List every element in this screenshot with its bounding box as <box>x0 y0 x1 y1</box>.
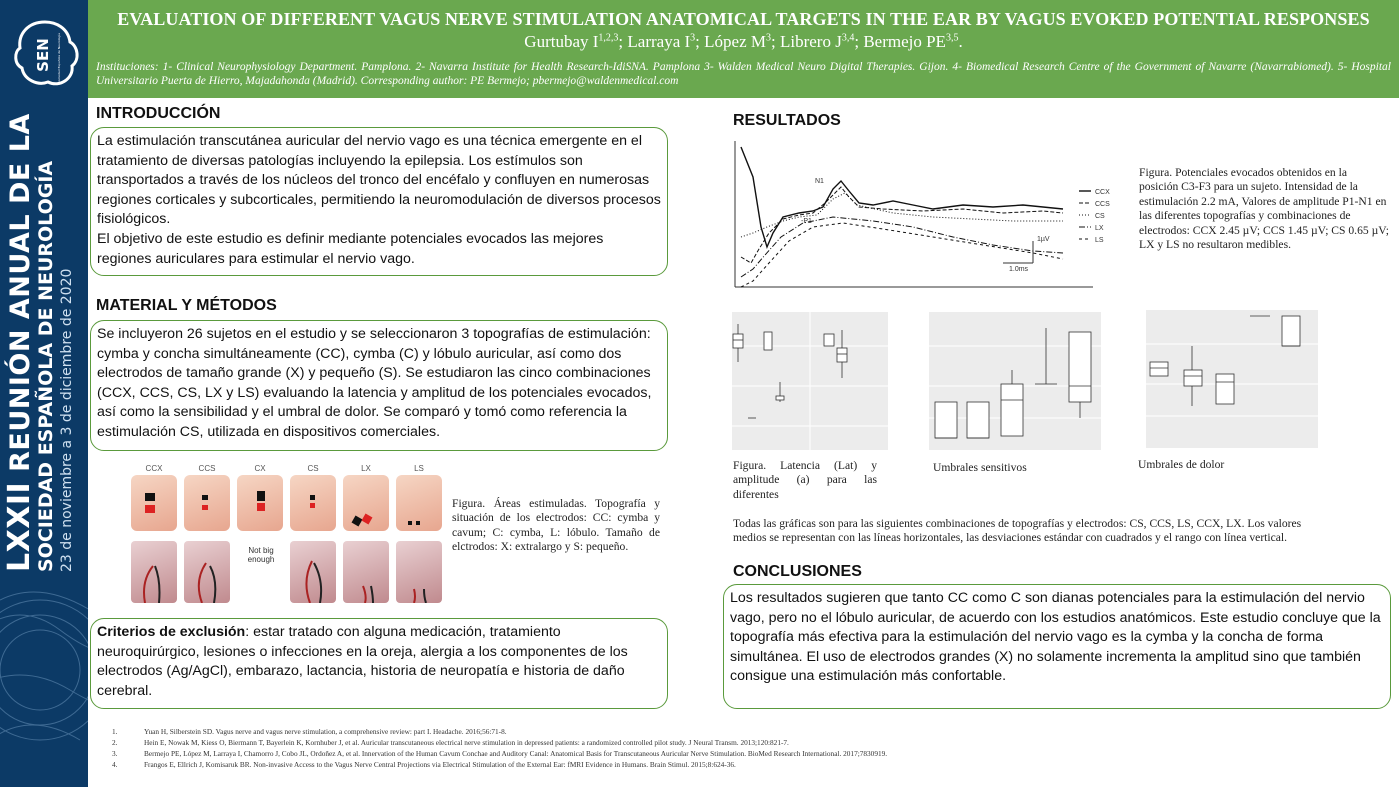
cable-icon <box>396 541 442 603</box>
banner-line-1-text: REUNIÓN ANUAL DE LA <box>5 113 36 482</box>
reference-number: 1. <box>112 727 118 736</box>
pain-caption: Umbrales de dolor <box>1138 458 1225 471</box>
scale-label-v: 1µV <box>1037 236 1050 243</box>
legend-ls: LS <box>1095 237 1104 244</box>
cable-icon <box>184 541 230 603</box>
institutions: Instituciones: 1- Clinical Neurophysiology Department. Pamplona. 2- Navarra Institute for Health Research-IdiSNA. Pamplona 3- Walden Medical Neuro Digital Therapies. Gijon. 4- Biomedical Research Centre of the Government of Navarre (Navarrabiomed). 5- Hospital Universitario Puerta de Hierro, Majadahonda (Madrid). Corresponding author: PE Bermejo; pbermejo@waldenmedical.com <box>96 61 1391 87</box>
reference-text: Bermejo PE, López M, Larraya I, Chamorro J, Cobo JL, Ordoñez A, et al. Innervation of the Human Cavum Conchae and Auditory Canal: Anatomical Basis for Transcutaneous Auricular Nerve Stimulation. BioMed Research International. 2017;7830919. <box>144 749 888 758</box>
ear-photo-cx <box>237 475 283 531</box>
logo-subtext: Sociedad Española de Neurología <box>57 32 61 84</box>
ear-label-lx: LX <box>361 464 371 473</box>
ear-electrode-photo-ccx <box>131 541 177 603</box>
author-list <box>88 32 1399 52</box>
exclusion-label: Criterios de exclusión <box>97 624 246 640</box>
pain-threshold-boxplot <box>1130 304 1320 450</box>
intro-heading: INTRODUCCIÓN <box>96 105 221 122</box>
ear-electrode-photo-cs <box>290 541 336 603</box>
ear-label-cs: CS <box>307 464 319 473</box>
ear-electrode-photo-ccs <box>184 541 230 603</box>
conclusions-box <box>723 584 1391 709</box>
author-affiliation: 3,5 <box>945 32 959 44</box>
banner-line-2: SOCIEDAD ESPAÑOLA DE NEUROLOGÍA <box>35 160 57 572</box>
logo-text: SEN <box>34 38 52 72</box>
methods-box <box>90 320 668 451</box>
author-4: Librero J$^{3,4}$; <box>779 32 864 51</box>
sensory-threshold-boxplot <box>913 306 1103 452</box>
methods-heading: MATERIAL Y MÉTODOS <box>96 297 277 314</box>
conclusions-heading: CONCLUSIONES <box>733 563 862 580</box>
author-5: Bermejo PE$^{3,5}$. <box>863 32 963 51</box>
ear-photo-ls <box>396 475 442 531</box>
reference-text: Hein E, Nowak M, Kiess O, Biermann T, Bayerlein K, Kornhuber J, et al. Auricular transcutaneous electrical nerve stimulation in depressed patients: a randomized controlled pilot study. J Neural Transm. 2013;120:821-7. <box>144 738 789 747</box>
ear-label-cx: CX <box>254 464 266 473</box>
latency-boxplot <box>720 306 890 452</box>
banner-line-1 <box>2 12 37 572</box>
legend-ccx: CCX <box>1095 189 1110 196</box>
not-big-enough-label: Not big enough <box>247 546 275 564</box>
legend-cs: CS <box>1095 213 1105 220</box>
ear-photo-cs <box>290 475 336 531</box>
reference-4 <box>112 759 1112 770</box>
author-affiliation: 1,2,3 <box>598 32 619 44</box>
intro-paragraph-1: La estimulación transcutánea auricular del nervio vago es una técnica emergente en el tratamiento de diversas patologías incluyendo la epilepsia. Los estímulos son transportados a través de los núcleos del tronco del encéfalo y confluyen en numerosas regiones corticales y subcorticales, permitiendo la neuromodulación de diversos procesos fisiológicos. <box>97 133 661 228</box>
legend-lx: LX <box>1095 225 1104 232</box>
ear-photo-ccx <box>131 475 177 531</box>
ear-label-ls: LS <box>414 464 424 473</box>
poster-title: EVALUATION OF DIFFERENT VAGUS NERVE STIMULATION ANATOMICAL TARGETS IN THE EAR BY VAGUS EVOKED POTENTIAL RESPONSES <box>117 9 1370 29</box>
scale-label-t: 1.0ms <box>1009 266 1029 273</box>
ear-photo-lx <box>343 475 389 531</box>
cable-icon <box>343 541 389 603</box>
ear-label-ccx: CCX <box>145 464 163 473</box>
trace-ccs <box>741 187 1063 263</box>
author-affiliation: 3,4 <box>841 32 855 44</box>
brain-graphic-icon <box>0 540 88 787</box>
intro-box <box>90 127 668 276</box>
evoked-caption: Figura. Potenciales evocados obtenidos en la posición C3-F3 para un sujeto. Intensidad de la estimulación 2.2 mA, Valores de amplitude P1-N1 en las diferentes topografías y combinaciones de electrodos: CCX 2.45 µV; CCS 1.45 µV; CS 0.65 µV; LX y LS no resultaron medibles. <box>1139 166 1389 252</box>
ear-electrode-photo-ls <box>396 541 442 603</box>
reference-3 <box>112 748 1112 759</box>
references <box>112 726 1112 770</box>
results-heading: RESULTADOS <box>733 112 841 129</box>
trace-ls <box>741 223 1063 287</box>
intro-paragraph-2: El objetivo de este estudio es definir mediante potenciales evocados las mejores regiones auriculares para estimular el nervio vago. <box>97 230 604 267</box>
author-affiliation: 3 <box>766 32 771 44</box>
poster-header <box>88 0 1399 98</box>
left-banner <box>0 0 88 787</box>
evoked-potential-chart <box>733 137 1133 289</box>
ear-photo-ccs <box>184 475 230 531</box>
banner-event-title <box>2 12 86 572</box>
n1-label: N1 <box>815 178 824 185</box>
reference-2 <box>112 737 1112 748</box>
reference-number: 2. <box>112 738 118 747</box>
exclusion-box <box>90 618 668 709</box>
conclusions-text: Los resultados sugieren que tanto CC como C son dianas potenciales para la estimulación del nervio vago, pero no el lóbulo auricular, de acuerdo con los estudios anatómicos. Este estudio concluye que la topografía más efectiva para la estimulación del nervio vago es la cymba y la concha de forma simultánea. El uso de electrodos grandes (X) no solamente incrementa la amplitud sino que también consigue una estimulación más confortable. <box>730 590 1381 685</box>
reference-number: 3. <box>112 749 118 758</box>
reference-text: Frangos E, Ellrich J, Komisaruk BR. Non-invasive Access to the Vagus Nerve Central Projections via Electrical Stimulation of the External Ear: fMRI Evidence in Humans. Brain Stimul. 2015;8:624-36. <box>144 760 736 769</box>
author-affiliation: 3 <box>690 32 696 44</box>
latency-caption: Figura. Latencia (Lat) y amplitude (a) para las diferentes <box>733 459 877 501</box>
plots-note: Todas las gráficas son para las siguientes combinaciones de topografías y electrodos: CS, CCS, LS, CCX, LX. Los valores medios se representan con las líneas horizontales, las desviaciones estándar con cuadrados y el rango con línea vertical. <box>733 517 1302 545</box>
banner-dates: 23 de noviembre a 3 de diciembre de 2020 <box>59 268 75 572</box>
reference-1 <box>112 726 1112 737</box>
sensory-caption: Umbrales sensitivos <box>933 461 1027 474</box>
author-1: Gurtubay I$^{1,2,3}$; <box>524 32 628 51</box>
cable-icon <box>290 541 336 603</box>
cable-icon <box>131 541 177 603</box>
reference-text: Yuan H, Silberstein SD. Vagus nerve and vagus nerve stimulation, a comprehensive review: part I. Headache. 2016;56:71-8. <box>144 727 507 736</box>
author-3: López $M^3$; <box>704 32 780 51</box>
evoked-legend <box>1079 189 1110 244</box>
ear-figure-caption: Figura. Áreas estimuladas. Topografía y situación de los electrodos: CC: cymba y cavum; C: cymba, L: lóbulo. Tamaño de elctrodos: X: extralargo y S: pequeño. <box>452 497 660 554</box>
author-2: Larraya $I^3$; <box>627 32 705 51</box>
reference-number: 4. <box>112 760 118 769</box>
p1-label: -P1 <box>801 218 812 225</box>
methods-text: Se incluyeron 26 sujetos en el estudio y se seleccionaron 3 topografías de estimulación: cymba y concha simultáneamente (CC), cymba (C) y lóbulo auricular, así como dos electrodos de tamaño grande (X) y pequeño (S). Se estudiaron las cinco combinaciones (CCX, CCS, CS, LX y LS) evaluando la latencia y amplitud de los potenciales evocados, así como la sensibilidad y el umbral de dolor. Se comparó y tomó como referencia la estimulación CS, utilizada en dispositivos comerciales. <box>97 326 652 440</box>
legend-ccs: CCS <box>1095 201 1110 208</box>
ear-electrode-photo-lx <box>343 541 389 603</box>
ear-label-ccs: CCS <box>198 464 216 473</box>
exclusion-text: : estar tratado con alguna medicación, tratamiento neuroquirúrgico, lesiones o infecciones en la oreja, alergia a los componentes de los electrodos (Ag/AgCl), embarazo, lactancia, historia de neuropatía e historia de daño cerebral. <box>97 624 628 699</box>
banner-roman-number: LXXII <box>2 481 37 572</box>
